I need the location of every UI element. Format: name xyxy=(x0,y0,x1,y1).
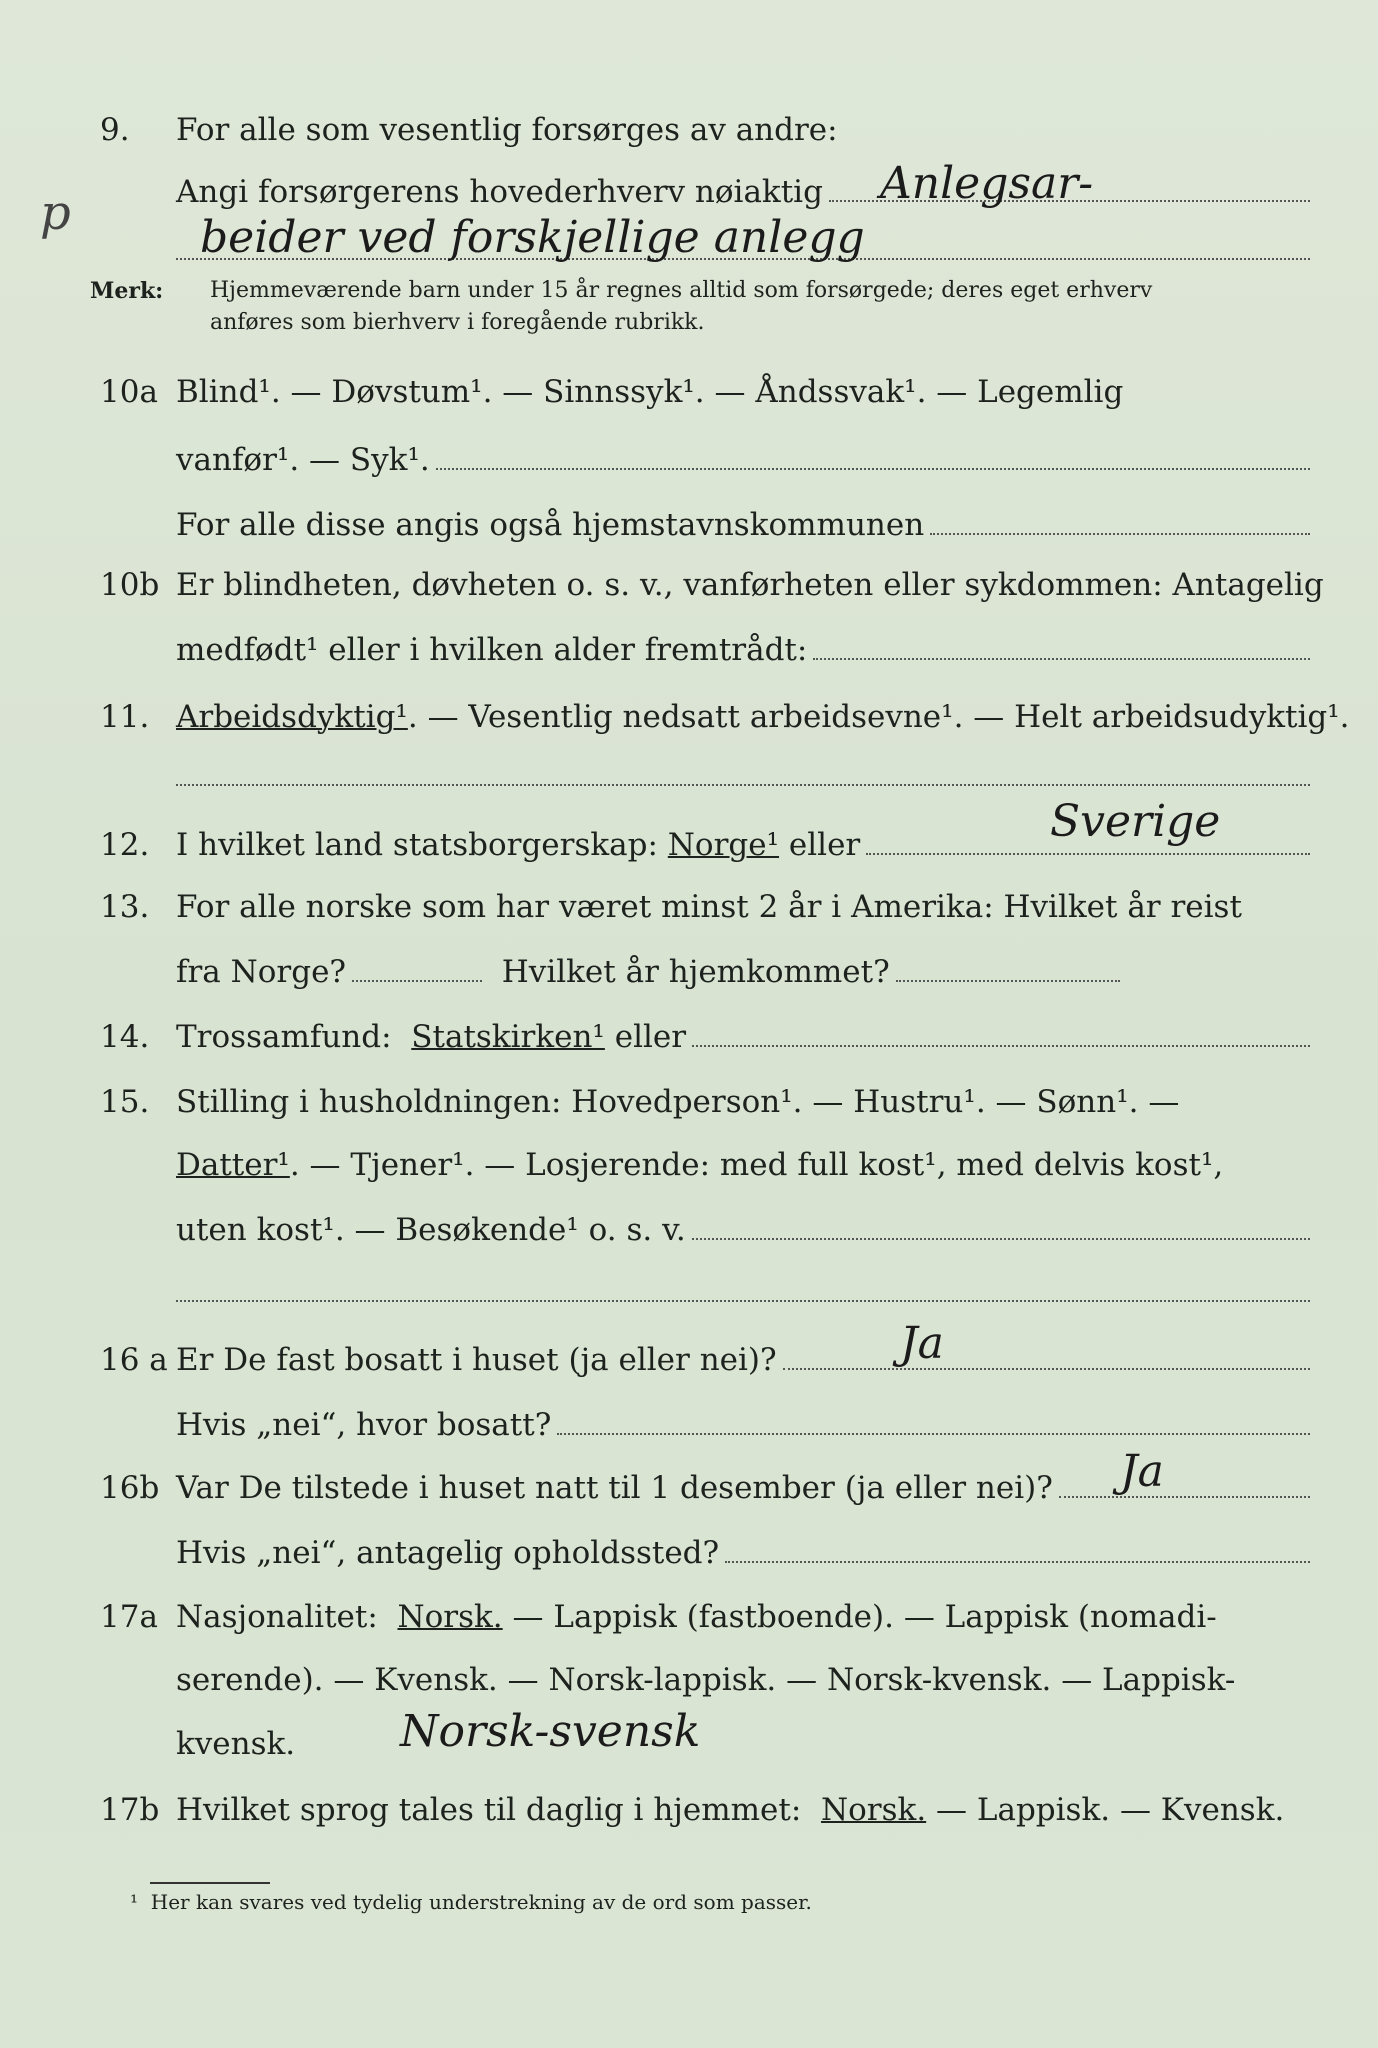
question-text: kvensk. xyxy=(176,1726,296,1762)
question-text: . — Tjener¹. — Losjerende: med full kost¹, med delvis kost¹, xyxy=(289,1147,1224,1183)
footnote xyxy=(130,1890,812,1914)
underlined-option: Datter¹ xyxy=(176,1147,290,1183)
underlined-option: Norge¹ xyxy=(667,827,780,863)
question-text: vanfør¹. — Syk¹. xyxy=(176,442,430,478)
question-number: 11. xyxy=(100,699,150,735)
question-number: 10b xyxy=(100,567,160,603)
question-text: Hvis „nei“, hvor bosatt? xyxy=(176,1407,552,1443)
question-text: Trossamfund: xyxy=(176,1019,392,1055)
question-text: fra Norge? xyxy=(176,954,347,990)
question-text: medfødt¹ eller i hvilken alder fremtrådt: xyxy=(176,632,808,668)
question-text: Hvis „nei“, antagelig opholdssted? xyxy=(176,1535,720,1571)
answer-line xyxy=(896,954,1120,982)
answer-line xyxy=(692,1212,1310,1240)
handwritten-answer: beider ved forskjellige anlegg xyxy=(200,212,865,263)
handwritten-answer: Ja xyxy=(1120,1446,1164,1497)
question-number: 13. xyxy=(100,889,150,925)
handwritten-answer: Norsk-svensk xyxy=(400,1706,701,1757)
question-text: Hvilket sprog tales til daglig i hjemmet: xyxy=(176,1792,802,1828)
answer-line xyxy=(436,442,1310,470)
question-text: — Lappisk. — Kvensk. xyxy=(936,1792,1285,1828)
underlined-option: Statskirken¹ xyxy=(411,1019,605,1055)
answer-line xyxy=(692,1019,1310,1047)
underlined-option: Norsk. xyxy=(397,1599,503,1635)
question-text: For alle som vesentlig forsørges av andre: xyxy=(176,112,838,148)
question-text: I hvilket land statsborgerskap: xyxy=(176,827,658,863)
question-number: 14. xyxy=(100,1019,150,1055)
note-label: Merk: xyxy=(90,278,164,304)
answer-line xyxy=(1059,1470,1310,1498)
answer-line xyxy=(930,507,1310,535)
handwritten-answer: Anlegsar- xyxy=(880,158,1094,209)
question-text: Angi forsørgerens hovederhverv nøiaktig xyxy=(176,174,823,210)
footnote-text: Her kan svares ved tydelig understrekning av de ord som passer. xyxy=(150,1890,812,1914)
question-text: For alle norske som har været minst 2 år i Amerika: Hvilket år reist xyxy=(176,889,1242,925)
question-text: eller xyxy=(614,1019,687,1055)
question-number: 16 a xyxy=(100,1342,168,1378)
question-text: serende). — Kvensk. — Norsk-lappisk. — Norsk-kvensk. — Lappisk- xyxy=(176,1662,1236,1698)
margin-mark: p xyxy=(40,185,71,241)
question-number: 17a xyxy=(100,1599,158,1635)
answer-line xyxy=(352,954,482,982)
question-text: uten kost¹. — Besøkende¹ o. s. v. xyxy=(176,1212,686,1248)
question-text: eller xyxy=(788,827,861,863)
underlined-option: Norsk. xyxy=(821,1792,927,1828)
answer-line xyxy=(176,784,1310,786)
underlined-option: Arbeidsdyktig¹ xyxy=(176,699,408,735)
footnote-rule xyxy=(150,1882,270,1884)
question-number: 12. xyxy=(100,827,150,863)
answer-line xyxy=(813,632,1310,660)
answer-line xyxy=(783,1342,1310,1370)
handwritten-answer: Ja xyxy=(900,1318,944,1369)
answer-line xyxy=(176,1300,1310,1302)
answer-line xyxy=(557,1407,1310,1435)
question-text: Nasjonalitet: xyxy=(176,1599,378,1635)
question-text: — Lappisk (fastboende). — Lappisk (nomadi- xyxy=(512,1599,1217,1635)
question-number: 16b xyxy=(100,1470,160,1506)
question-text: Er De fast bosatt i huset (ja eller nei)? xyxy=(176,1342,777,1378)
question-text: Hvilket år hjemkommet? xyxy=(501,954,890,990)
answer-line xyxy=(725,1535,1310,1563)
handwritten-answer: Sverige xyxy=(1050,796,1221,847)
note-text: Hjemmeværende barn under 15 år regnes alltid som forsørgede; deres eget erhverv xyxy=(210,278,1153,303)
question-text: Var De tilstede i huset natt til 1 desember (ja eller nei)? xyxy=(176,1470,1053,1506)
question-number: 9. xyxy=(100,112,130,148)
note-text: anføres som bierhverv i foregående rubrikk. xyxy=(210,310,705,335)
question-text: Blind¹. — Døvstum¹. — Sinnssyk¹. — Åndssvak¹. — Legemlig xyxy=(176,374,1124,410)
question-text: For alle disse angis også hjemstavnskommunen xyxy=(176,507,925,543)
footnote-mark: ¹ xyxy=(130,1890,139,1914)
question-number: 10a xyxy=(100,374,158,410)
question-text: . — Vesentlig nedsatt arbeidsevne¹. — Helt arbeidsudyktig¹. xyxy=(407,699,1350,735)
question-text: Er blindheten, døvheten o. s. v., vanførheten eller sykdommen: Antagelig xyxy=(176,567,1324,603)
question-text: Stilling i husholdningen: Hovedperson¹. — Hustru¹. — Sønn¹. — xyxy=(176,1084,1180,1120)
question-number: 17b xyxy=(100,1792,160,1828)
question-number: 15. xyxy=(100,1084,150,1120)
